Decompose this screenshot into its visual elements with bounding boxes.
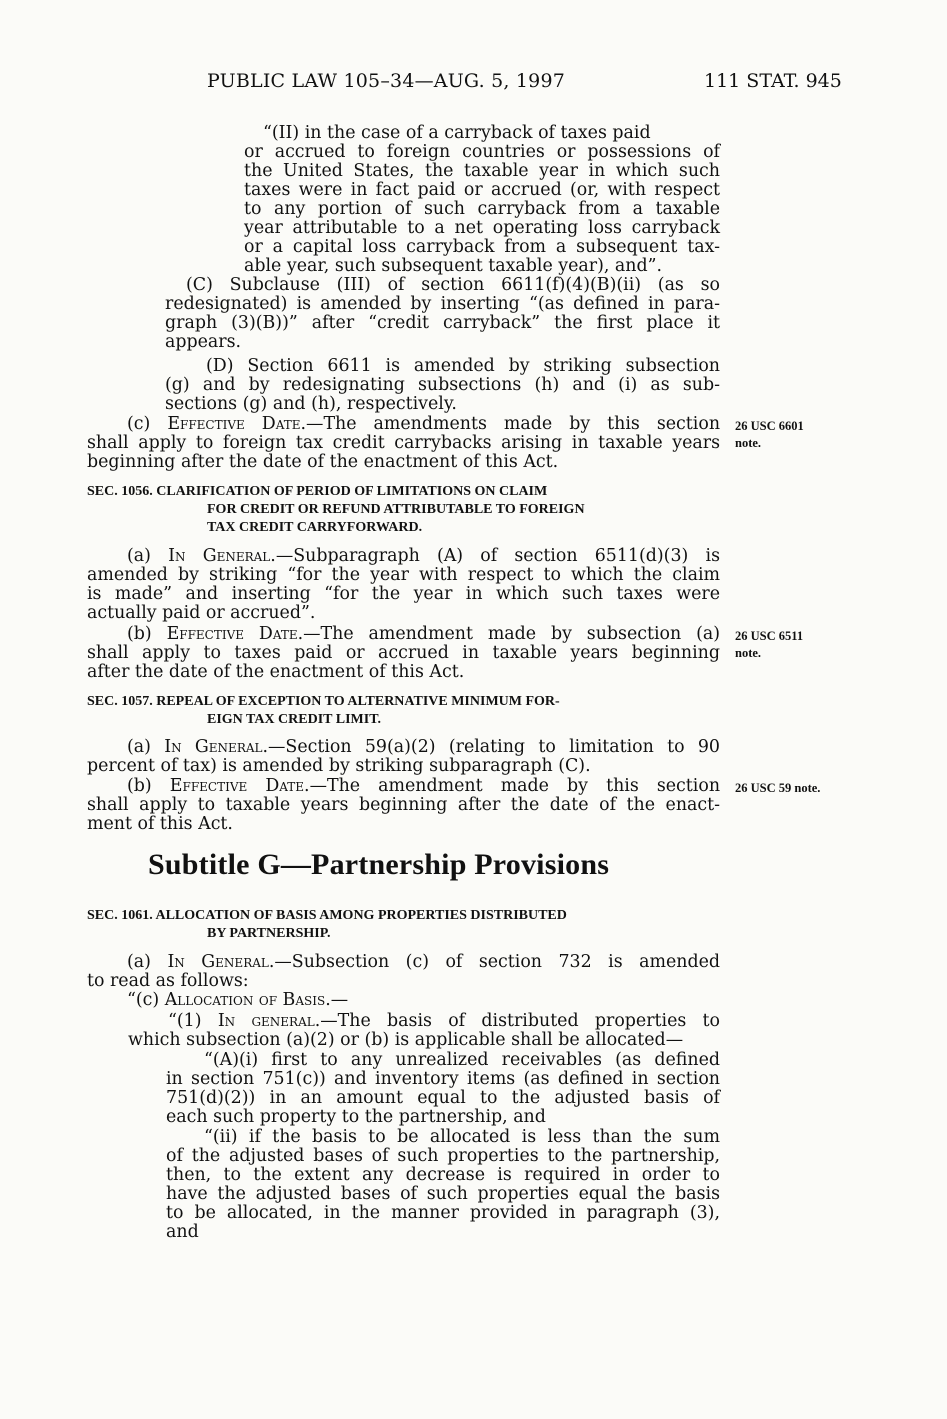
text-line: (g) and by redesignating subsections (h) and (i) as sub-	[165, 375, 720, 395]
subtitle-heading: Subtitle G—Partnership Provisions	[148, 848, 610, 881]
text-line: to any portion of such carryback from a taxable	[244, 199, 720, 219]
text-line: appears.	[165, 332, 242, 352]
text-line: shall apply to foreign tax credit carrybacks arising in taxable years	[87, 433, 720, 453]
margin-note	[735, 628, 803, 662]
subparagraph-C	[165, 276, 720, 352]
section-heading-1057	[87, 693, 720, 729]
sec1057-subsection-b	[87, 777, 720, 834]
text-line	[87, 415, 720, 434]
subsection-label: (b)	[127, 624, 152, 644]
text-line	[87, 625, 720, 644]
subsection-c-effective-date	[87, 415, 720, 472]
subsection-heading: In General.	[168, 546, 276, 566]
paragraph-label: “(1)	[168, 1011, 202, 1031]
text-line: after the date of the enactment of this Act.	[87, 662, 465, 682]
subsection-label: (a)	[127, 737, 151, 757]
text-line: have the adjusted bases of such properties equal the basis	[166, 1184, 720, 1204]
heading-line: TAX CREDIT CARRYFORWARD.	[207, 520, 423, 535]
text-line: and	[166, 1222, 199, 1242]
subparagraph-D	[165, 357, 720, 414]
text-line: to be allocated, in the manner provided in paragraph (3),	[166, 1203, 720, 1223]
text-line	[87, 547, 720, 566]
sec1061-subsection-a	[87, 953, 720, 1010]
text-fragment: —	[330, 990, 349, 1010]
text-line: percent of tax) is amended by striking subparagraph (C).	[87, 756, 591, 776]
sec1056-subsection-b	[87, 625, 720, 682]
paragraph-1-in-general	[128, 1012, 720, 1050]
text-line: ment of this Act.	[87, 814, 233, 834]
text-line: of the adjusted bases of such properties to the partnership,	[166, 1146, 720, 1166]
text-line: (C) Subclause (III) of section 6611(f)(4)(B)(ii) (as so	[186, 275, 720, 295]
text-line: redesignated) is amended by inserting “(as defined in para-	[165, 294, 720, 314]
text-line: the United States, the taxable year in which such	[244, 161, 720, 181]
text-line	[87, 953, 720, 972]
text-line: in section 751(c)) and inventory items (as defined in section	[166, 1069, 720, 1089]
text-line: shall apply to taxable years beginning after the date of the enact-	[87, 795, 720, 815]
text-fragment: —Section 59(a)(2) (relating to limitation to 90	[268, 737, 720, 757]
text-line: which subsection (a)(2) or (b) is applicable shall be allocated—	[128, 1030, 684, 1050]
text-line: sections (g) and (h), respectively.	[165, 394, 457, 414]
page-citation: 111 STAT. 945	[704, 70, 842, 92]
running-header-title: PUBLIC LAW 105–34—AUG. 5, 1997	[207, 70, 566, 92]
text-line: (D) Section 6611 is amended by striking subsection	[206, 356, 720, 376]
subsection-heading: In General.	[164, 737, 269, 757]
text-fragment: —Subparagraph (A) of section 6511(d)(3) is	[275, 546, 720, 566]
text-line	[128, 1012, 720, 1031]
text-line	[87, 777, 720, 796]
text-line	[87, 738, 720, 757]
text-line	[87, 991, 720, 1010]
heading-line: BY PARTNERSHIP.	[207, 926, 331, 941]
margin-note-line: note.	[735, 646, 762, 660]
sec1057-subsection-a	[87, 738, 720, 776]
margin-note: 26 USC 59 note.	[735, 781, 821, 795]
text-line: shall apply to taxes paid or accrued in taxable years beginning	[87, 643, 720, 663]
text-fragment: —The amendment made by subsection (a)	[303, 624, 721, 644]
subsection-heading: In General.	[167, 952, 275, 972]
subsection-heading: Allocation of Basis.	[164, 990, 331, 1010]
text-line: year attributable to a net operating loss carryback	[244, 218, 720, 238]
margin-note	[735, 418, 804, 452]
section-heading-1061	[87, 907, 720, 943]
text-line: “(II) in the case of a carryback of taxes paid	[263, 123, 651, 143]
heading-line: SEC. 1056. CLARIFICATION OF PERIOD OF LIMITATIONS ON CLAIM	[87, 484, 548, 499]
text-fragment: —The basis of distributed properties to	[320, 1011, 721, 1031]
section-heading-1056	[87, 483, 720, 537]
paragraph-heading: In general.	[217, 1011, 321, 1031]
text-line: amended by striking “for the year with respect to which the claim	[87, 565, 720, 585]
text-fragment: —The amendment made by this section	[309, 776, 721, 796]
margin-note-line: 26 USC 6601	[735, 419, 804, 433]
text-line: taxes were in fact paid or accrued (or, with respect	[244, 180, 720, 200]
subsection-heading: Effective Date.	[169, 776, 310, 796]
subsection-heading: Effective Date.	[167, 414, 307, 434]
subsection-heading: Effective Date.	[166, 624, 304, 644]
text-fragment: —Subsection (c) of section 732 is amended	[274, 952, 721, 972]
sec1056-subsection-a	[87, 547, 720, 623]
heading-line: FOR CREDIT OR REFUND ATTRIBUTABLE TO FOREIGN	[207, 502, 585, 517]
subsection-label: “(c)	[127, 990, 160, 1010]
text-line: actually paid or accrued”.	[87, 603, 316, 623]
subclause-II	[244, 124, 720, 276]
text-line: each such property to the partnership, and	[166, 1107, 546, 1127]
subparagraph-A-i	[166, 1051, 720, 1127]
heading-line: SEC. 1057. REPEAL OF EXCEPTION TO ALTERNATIVE MINIMUM FOR-	[87, 694, 560, 709]
text-line: then, to the extent any decrease is required in order to	[166, 1165, 720, 1185]
text-line: “(A)(i) first to any unrealized receivables (as defined	[204, 1050, 720, 1070]
subsection-label: (a)	[127, 546, 151, 566]
text-line: beginning after the date of the enactment of this Act.	[87, 452, 559, 472]
clause-ii	[166, 1128, 720, 1242]
subsection-label: (b)	[127, 776, 152, 796]
text-line: is made” and inserting “for the year in which such taxes were	[87, 584, 720, 604]
heading-line: EIGN TAX CREDIT LIMIT.	[207, 712, 382, 727]
margin-note-line: note.	[735, 436, 762, 450]
text-line: able year, such subsequent taxable year), and”.	[244, 256, 663, 276]
subsection-label: (a)	[127, 952, 151, 972]
text-fragment: —The amendments made by this section	[306, 414, 721, 434]
margin-note-line: 26 USC 6511	[735, 629, 804, 643]
text-line: “(ii) if the basis to be allocated is less than the sum	[204, 1127, 720, 1147]
text-line: graph (3)(B))” after “credit carryback” the first place it	[165, 313, 720, 333]
text-line: to read as follows:	[87, 971, 249, 991]
heading-line: SEC. 1061. ALLOCATION OF BASIS AMONG PROPERTIES DISTRIBUTED	[87, 908, 567, 923]
text-line: or a capital loss carryback from a subsequent tax-	[244, 237, 720, 257]
text-line: 751(d)(2)) in an amount equal to the adjusted basis of	[166, 1088, 720, 1108]
subsection-label: (c)	[127, 414, 151, 434]
text-line: or accrued to foreign countries or possessions of	[244, 142, 720, 162]
